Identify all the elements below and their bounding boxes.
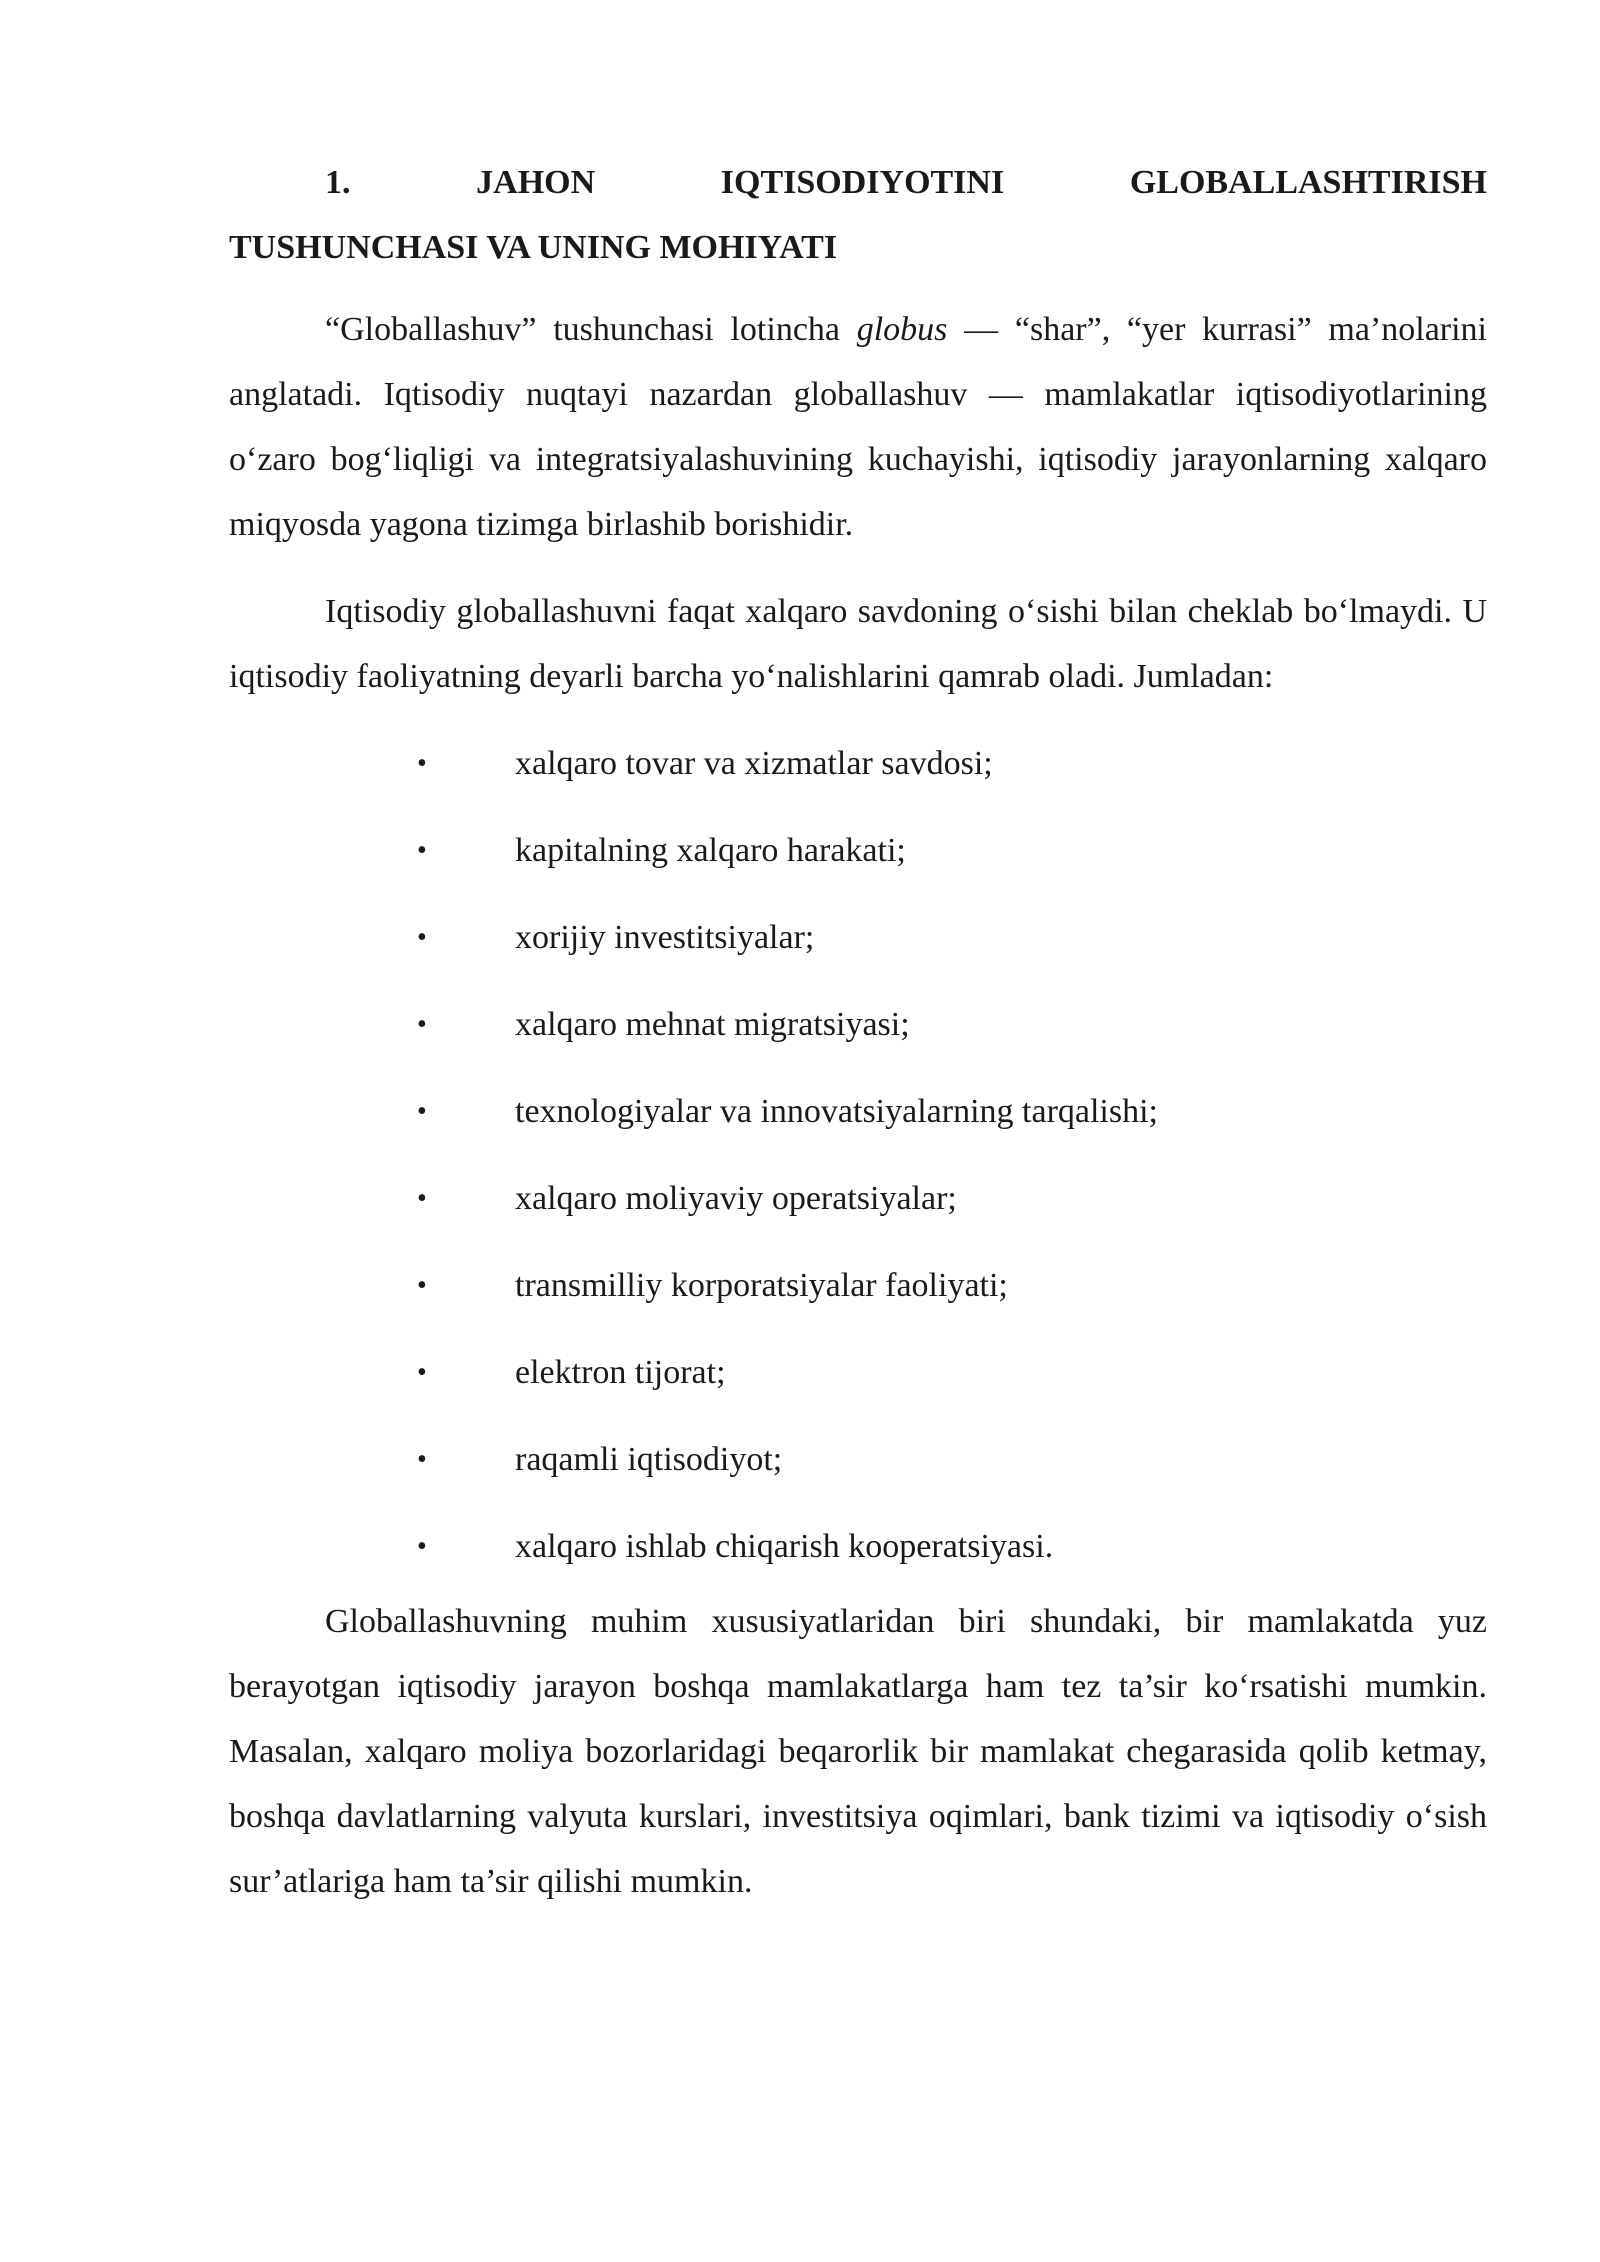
list-item (229, 1166, 1487, 1253)
list-item (229, 1079, 1487, 1166)
list-item (229, 731, 1487, 818)
list-item-text: texnologiyalar va innovatsiyalarning tarqalishi; (515, 1093, 1158, 1130)
bullet-icon: • (417, 1183, 427, 1214)
list-item-text: xalqaro tovar va xizmatlar savdosi; (515, 745, 993, 782)
bullet-icon: • (417, 1531, 427, 1562)
list-item-text: xalqaro mehnat migratsiyasi; (515, 1006, 910, 1043)
heading-word: JAHON (476, 164, 596, 201)
bullet-icon: • (417, 1444, 427, 1475)
document-page (229, 150, 1487, 1936)
section-heading (229, 150, 1487, 280)
list-item (229, 818, 1487, 905)
list-item-text: xalqaro moliyaviy operatsiyalar; (515, 1180, 957, 1217)
list-item (229, 1253, 1487, 1340)
bullet-icon: • (417, 1357, 427, 1388)
list-item-text: xorijiy investitsiyalar; (515, 919, 815, 956)
heading-word: GLOBALLASHTIRISH (1129, 164, 1487, 201)
list-item (229, 1514, 1487, 1601)
list-item (229, 905, 1487, 992)
paragraph-feature: Globallashuvning muhim xususiyatlaridan biri shundaki, bir mamlakatda yuz berayotgan iqtisodiy jarayon boshqa mamlakatlarga ham tez ta’sir ko‘rsatishi mumkin. Masalan, xalqaro moliya bozorlaridagi beqarorlik bir mamlakat chegarasida qolib ketmay, boshqa davlatlarning valyuta kurslari, investitsiya oqimlari, bank tizimi va iqtisodiy o‘sish sur’atlariga ham ta’sir qilishi mumkin. (229, 1603, 1487, 1900)
heading-line-2: TUSHUNCHASI VA UNING MOHIYATI (229, 229, 838, 266)
list-item-text: transmilliy korporatsiyalar faoliyati; (515, 1267, 1008, 1304)
list-item (229, 1427, 1487, 1514)
list-item-text: elektron tijorat; (515, 1354, 726, 1391)
bullet-icon: • (417, 922, 427, 953)
heading-number: 1. (325, 164, 351, 201)
bullet-icon: • (417, 748, 427, 779)
list-item (229, 992, 1487, 1079)
italic-term: globus (856, 311, 948, 348)
bullet-icon: • (417, 1096, 427, 1127)
bullet-icon: • (417, 1270, 427, 1301)
paragraph-text: — “shar”, “yer kurrasi” ma’nolarini anglatadi. Iqtisodiy nuqtayi nazardan globallashuv — mamlakatlar iqtisodiyotlarining o‘zaro bog‘liqligi va integratsiyalashuvining kuchayishi, iqtisodiy jarayonlarning xalqaro miqyosda yagona tizimga birlashib borishidir. (229, 311, 1487, 543)
bullet-icon: • (417, 835, 427, 866)
bullet-list (229, 731, 1487, 1601)
list-item-text: kapitalning xalqaro harakati; (515, 832, 906, 869)
list-item-text: raqamli iqtisodiyot; (515, 1441, 783, 1478)
paragraph-definition (229, 297, 1487, 557)
paragraph-scope: Iqtisodiy globallashuvni faqat xalqaro savdoning o‘sishi bilan cheklab bo‘lmaydi. U iqtisodiy faoliyatning deyarli barcha yo‘nalishlarini qamrab oladi. Jumladan: (229, 593, 1487, 695)
heading-line-1 (229, 150, 1487, 215)
list-item-text: xalqaro ishlab chiqarish kooperatsiyasi. (515, 1528, 1054, 1565)
list-item (229, 1340, 1487, 1427)
heading-word: IQTISODIYOTINI (720, 164, 1005, 201)
paragraph-text: “Globallashuv” tushunchasi lotincha (325, 311, 857, 348)
bullet-icon: • (417, 1009, 427, 1040)
